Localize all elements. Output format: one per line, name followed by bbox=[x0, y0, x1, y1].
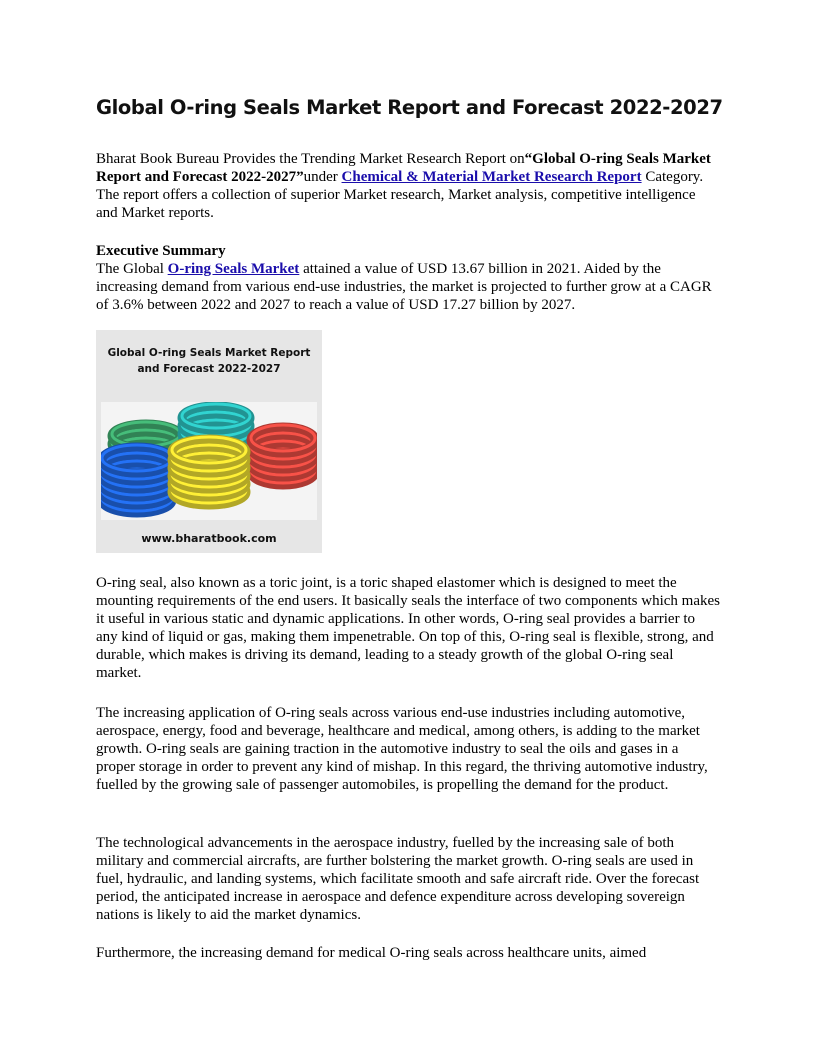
intro-text: Bharat Book Bureau Provides the Trending Market Research Report on bbox=[96, 151, 525, 167]
body-paragraph-2: The increasing application of O-ring seals across various end-use industries including automotive, aerospace, energy, food and beverage, healthcare and medical, among others, is adding to the market growth. O-ring seals are gaining traction in the automotive industry to seal the oils and gases in a proper storage in order to prevent any kind of mishap. In this regard, the thriving automotive industry, fuelled by the growing sale of passenger automobiles, is propelling the demand for the product. bbox=[96, 705, 708, 793]
o-rings-illustration bbox=[101, 402, 317, 520]
intro-paragraph bbox=[96, 150, 720, 222]
summary-text-rest: attained a value of USD 13.67 billion in 2021. Aided by the increasing demand from various end-use industries, the market is projected to further grow at a CAGR of 3.6% between 2022 and 2027 to reach a value of USD 17.27 billion by 2027. bbox=[96, 261, 712, 313]
executive-summary bbox=[96, 242, 720, 314]
summary-text: The Global bbox=[96, 261, 168, 277]
red-o-ring-stack bbox=[251, 425, 315, 485]
body-paragraph-1: O-ring seal, also known as a toric joint, is a toric shaped elastomer which is designed to meet the mounting requirements of the end users. It basically seals the interface of two components which makes it useful in various static and dynamic applications. In other words, O-ring seal provides a barrier to any kind of liquid or gas, making them impenetrable. On top of this, O-ring seal is flexible, strong, and durable, which makes is driving its demand, leading to a steady growth of the global O-ring seal market. bbox=[96, 575, 720, 681]
body-paragraph-3: The technological advancements in the aerospace industry, fuelled by the increasing sale of both military and commercial aircrafts, are further bolstering the market growth. O-ring seals are used in fuel, hydraulic, and landing systems, which facilitate smooth and safe aircraft ride. Over the forecast period, the anticipated increase in aerospace and defence expenditure across developing sovereign nations is likely to aid the market dynamics. bbox=[96, 835, 700, 923]
page-title: Global O-ring Seals Market Report and Forecast 2022-2027 bbox=[96, 96, 723, 119]
report-name: “Global O-ring Seals Market Report and Forecast 2022-2027” bbox=[96, 151, 711, 185]
executive-summary-heading: Executive Summary bbox=[96, 243, 226, 259]
blue-o-ring-stack bbox=[102, 445, 172, 513]
body-paragraph-4: Furthermore, the increasing demand for medical O-ring seals across healthcare units, aimed bbox=[96, 945, 647, 961]
category-link[interactable]: Chemical & Material Market Research Report bbox=[341, 169, 642, 185]
market-link[interactable]: O-ring Seals Market bbox=[167, 261, 300, 277]
cover-title: Global O-ring Seals Market Report and Forecast 2022-2027 bbox=[107, 347, 311, 375]
cover-website: www.bharatbook.com bbox=[141, 532, 277, 545]
intro-text-rest: Category. The report offers a collection of superior Market research, Market analysis, competitive intelligence and Market reports. bbox=[96, 169, 704, 221]
report-cover-image bbox=[96, 330, 322, 553]
yellow-o-ring-stack bbox=[172, 437, 246, 505]
intro-text-under: under bbox=[303, 169, 342, 185]
